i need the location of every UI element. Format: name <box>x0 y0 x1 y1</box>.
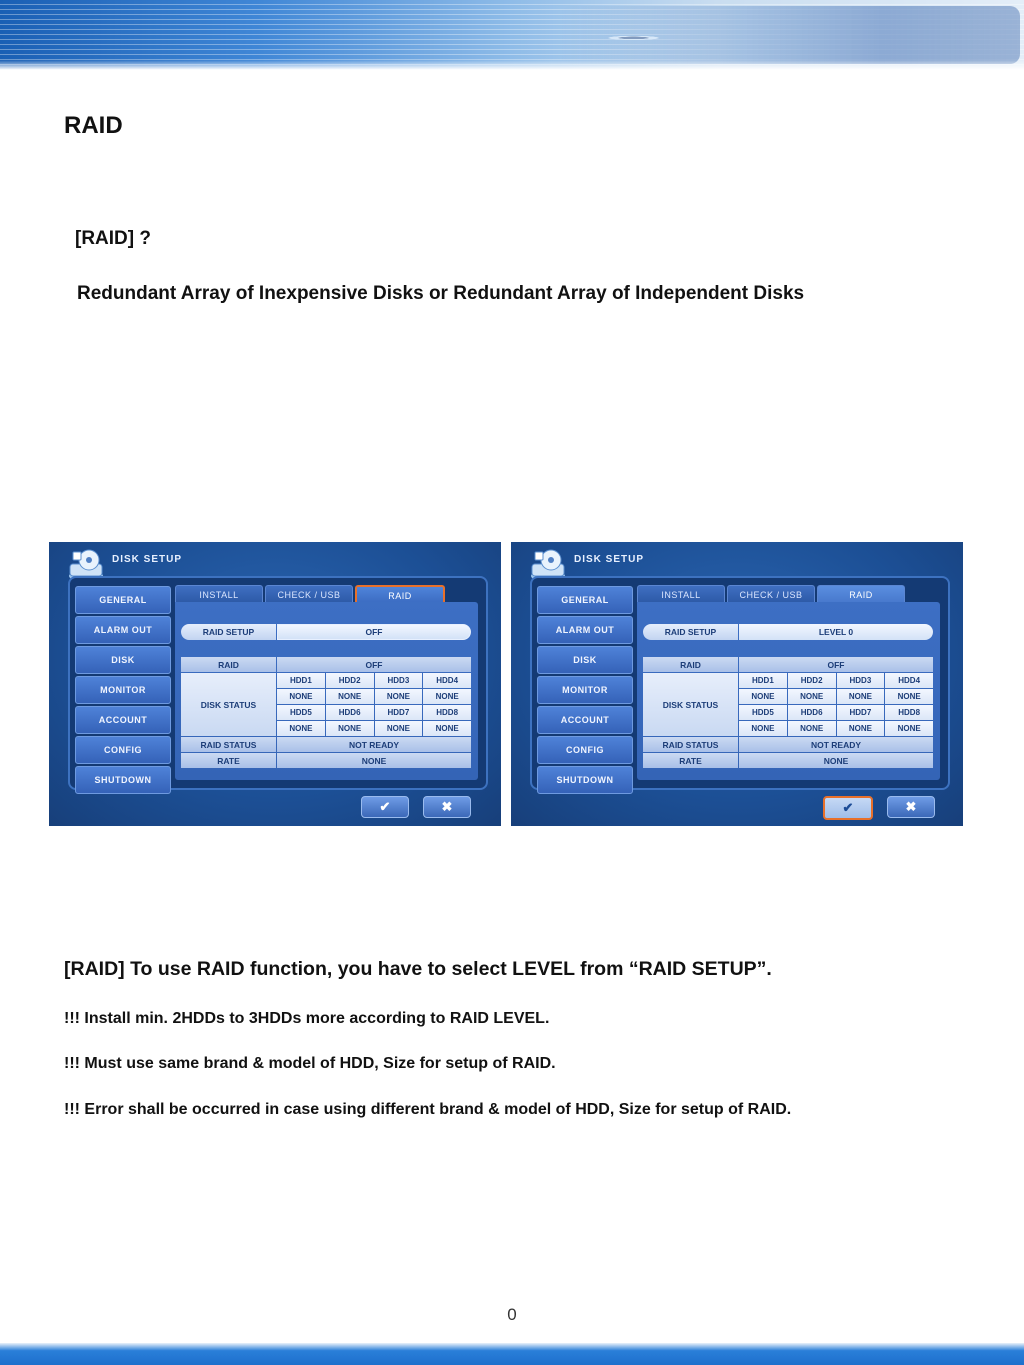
sidebar-item[interactable]: ALARM OUT <box>75 616 171 644</box>
tab-bar <box>175 585 447 603</box>
disk-cell: HDD5 <box>739 705 787 720</box>
sidebar-item[interactable]: CONFIG <box>75 736 171 764</box>
disk-cell: NONE <box>277 721 325 736</box>
instruction-text: [RAID] To use RAID function, you have to select LEVEL from “RAID SETUP”. <box>64 958 772 980</box>
disk-cell: NONE <box>885 689 933 704</box>
disk-cell: NONE <box>788 721 836 736</box>
disk-cell: NONE <box>277 689 325 704</box>
disk-cell: NONE <box>837 721 885 736</box>
disk-cell: NONE <box>837 689 885 704</box>
header-banner <box>0 0 1024 70</box>
rate-label: RATE <box>181 753 276 768</box>
sidebar-item[interactable]: ACCOUNT <box>75 706 171 734</box>
ok-button[interactable]: ✔ <box>823 796 873 820</box>
tab[interactable]: RAID <box>817 585 905 603</box>
footer-banner <box>0 1343 1024 1365</box>
disk-cell: HDD7 <box>837 705 885 720</box>
tab[interactable]: RAID <box>355 585 445 604</box>
disk-status-label: DISK STATUS <box>643 673 738 736</box>
sidebar-item[interactable]: SHUTDOWN <box>75 766 171 794</box>
raid-label: RAID <box>181 657 276 672</box>
disk-cell: NONE <box>739 689 787 704</box>
tab[interactable]: INSTALL <box>637 585 725 603</box>
disk-cell: HDD1 <box>277 673 325 688</box>
raid-status-value: NOT READY <box>739 737 933 752</box>
sidebar-item[interactable]: DISK <box>75 646 171 674</box>
disk-cell: HDD3 <box>837 673 885 688</box>
sidebar-item[interactable]: MONITOR <box>75 676 171 704</box>
disk-cell: NONE <box>326 689 374 704</box>
sidebar-item[interactable]: DISK <box>537 646 633 674</box>
rate-value: NONE <box>739 753 933 768</box>
disk-cell: NONE <box>375 689 423 704</box>
dialog-buttons <box>823 796 935 820</box>
banner-graphic <box>560 6 1020 64</box>
sidebar-item[interactable]: ALARM OUT <box>537 616 633 644</box>
window-title: DISK SETUP <box>112 554 183 565</box>
disk-cell: HDD4 <box>885 673 933 688</box>
disk-cell: HDD5 <box>277 705 325 720</box>
sidebar-item[interactable]: CONFIG <box>537 736 633 764</box>
raid-setup-label: RAID SETUP <box>181 624 276 640</box>
note-same-model: !!! Must use same brand & model of HDD, Size for setup of RAID. <box>64 1055 556 1072</box>
raid-question: [RAID] ? <box>75 228 151 249</box>
sidebar-item[interactable]: MONITOR <box>537 676 633 704</box>
page-title: RAID <box>64 112 123 139</box>
tab-bar <box>637 585 907 603</box>
disk-cell: HDD6 <box>788 705 836 720</box>
disk-cell: NONE <box>423 721 471 736</box>
raid-status-value: NOT READY <box>277 737 471 752</box>
cancel-button[interactable]: ✖ <box>887 796 935 818</box>
raid-label: RAID <box>643 657 738 672</box>
disk-status-table <box>181 657 471 768</box>
disk-cell: NONE <box>788 689 836 704</box>
sidebar-item[interactable]: GENERAL <box>537 586 633 614</box>
disk-status-table <box>643 657 933 768</box>
disk-cell: HDD8 <box>423 705 471 720</box>
disk-cell: NONE <box>423 689 471 704</box>
sidebar <box>537 586 633 796</box>
raid-definition: Redundant Array of Inexpensive Disks or Redundant Array of Independent Disks <box>77 283 805 304</box>
disk-cell: NONE <box>375 721 423 736</box>
cancel-button[interactable]: ✖ <box>423 796 471 818</box>
tab[interactable]: INSTALL <box>175 585 263 603</box>
disk-cell: HDD2 <box>326 673 374 688</box>
ok-button[interactable]: ✔ <box>361 796 409 818</box>
dvr-screenshot-raid-off <box>49 542 501 826</box>
disk-cell: NONE <box>739 721 787 736</box>
raid-status-label: RAID STATUS <box>643 737 738 752</box>
disk-cell: HDD1 <box>739 673 787 688</box>
raid-status-label: RAID STATUS <box>181 737 276 752</box>
tab[interactable]: CHECK / USB <box>727 585 815 603</box>
disk-cell: NONE <box>885 721 933 736</box>
sidebar-item[interactable]: GENERAL <box>75 586 171 614</box>
raid-setup-row[interactable] <box>643 624 933 640</box>
sidebar-item[interactable]: SHUTDOWN <box>537 766 633 794</box>
tab[interactable]: CHECK / USB <box>265 585 353 603</box>
sidebar-item[interactable]: ACCOUNT <box>537 706 633 734</box>
rate-value: NONE <box>277 753 471 768</box>
disk-cell: NONE <box>326 721 374 736</box>
sidebar <box>75 586 171 796</box>
disk-cell: HDD7 <box>375 705 423 720</box>
note-error-warning: !!! Error shall be occurred in case using different brand & model of HDD, Size for setup of RAID. <box>64 1101 792 1118</box>
disk-cell: HDD6 <box>326 705 374 720</box>
disk-cell: HDD4 <box>423 673 471 688</box>
disk-status-label: DISK STATUS <box>181 673 276 736</box>
raid-value: OFF <box>277 657 471 672</box>
disk-cell: HDD3 <box>375 673 423 688</box>
raid-setup-row[interactable] <box>181 624 471 640</box>
window-title: DISK SETUP <box>574 554 645 565</box>
rate-label: RATE <box>643 753 738 768</box>
note-min-hdds: !!! Install min. 2HDDs to 3HDDs more according to RAID LEVEL. <box>64 1010 550 1027</box>
raid-value: OFF <box>739 657 933 672</box>
raid-setup-select[interactable]: OFF <box>277 624 471 640</box>
dialog-buttons <box>361 796 471 818</box>
dvr-screenshot-raid-level0 <box>511 542 963 826</box>
disk-cell: HDD2 <box>788 673 836 688</box>
page-number: 0 <box>507 1305 517 1324</box>
disk-cell: HDD8 <box>885 705 933 720</box>
raid-setup-label: RAID SETUP <box>643 624 738 640</box>
raid-setup-select[interactable]: LEVEL 0 <box>739 624 933 640</box>
